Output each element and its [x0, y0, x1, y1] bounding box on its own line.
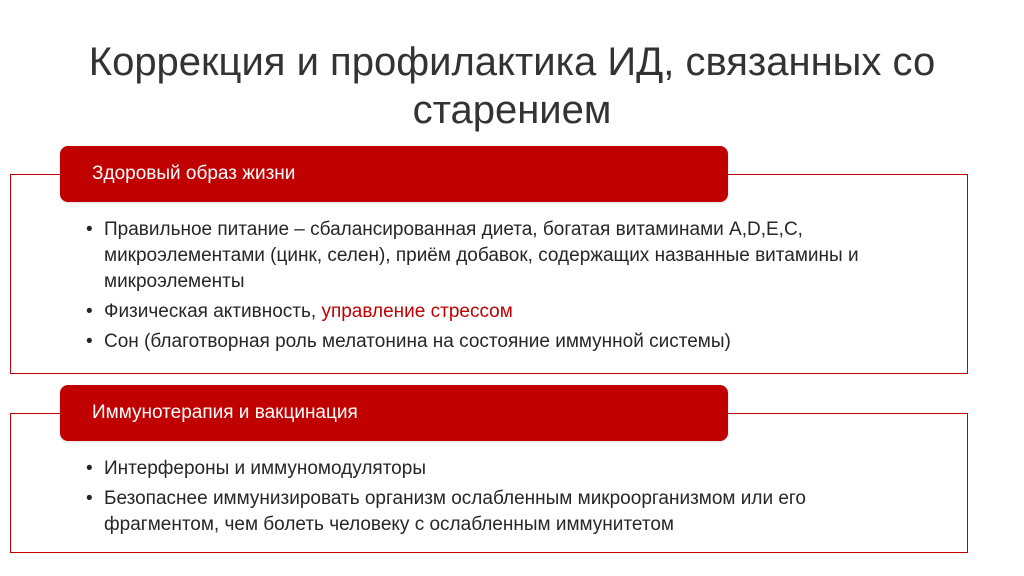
- list-item-text: Физическая активность,: [104, 301, 322, 322]
- list-item-text: Безопаснее иммунизировать организм ослабленным микроорганизмом или его фрагментом, чем болеть человеку с ослабленным иммунитетом: [104, 488, 806, 535]
- bullet-icon: •: [86, 458, 93, 479]
- bullet-icon: •: [86, 219, 93, 240]
- slide-title: Коррекция и профилактика ИД, связанных со старением: [88, 40, 936, 132]
- bullet-list-healthy-lifestyle: [86, 217, 886, 359]
- section-header-label: Иммунотерапия и вакцинация: [92, 402, 358, 423]
- list-item-text: Интерфероны и иммуномодуляторы: [104, 458, 426, 479]
- bullet-icon: •: [86, 331, 93, 352]
- list-item: [86, 329, 886, 355]
- list-item: [86, 217, 886, 295]
- list-item: [86, 456, 886, 482]
- section-header-healthy-lifestyle: [60, 146, 728, 202]
- list-item: [86, 299, 886, 325]
- bullet-list-immunotherapy: [86, 456, 886, 542]
- bullet-icon: •: [86, 301, 93, 322]
- list-item: [86, 486, 886, 538]
- section-header-label: Здоровый образ жизни: [92, 163, 296, 184]
- bullet-icon: •: [86, 488, 93, 509]
- list-item-text: Сон (благотворная роль мелатонина на состояние иммунной системы): [104, 331, 731, 352]
- list-item-text: Правильное питание – сбалансированная диета, богатая витаминами A,D,E,C, микроэлементами (цинк, селен), приём добавок, содержащих названные витамины и микроэлементы: [104, 219, 859, 292]
- list-item-highlight: управление стрессом: [321, 301, 513, 322]
- section-header-immunotherapy: [60, 385, 728, 441]
